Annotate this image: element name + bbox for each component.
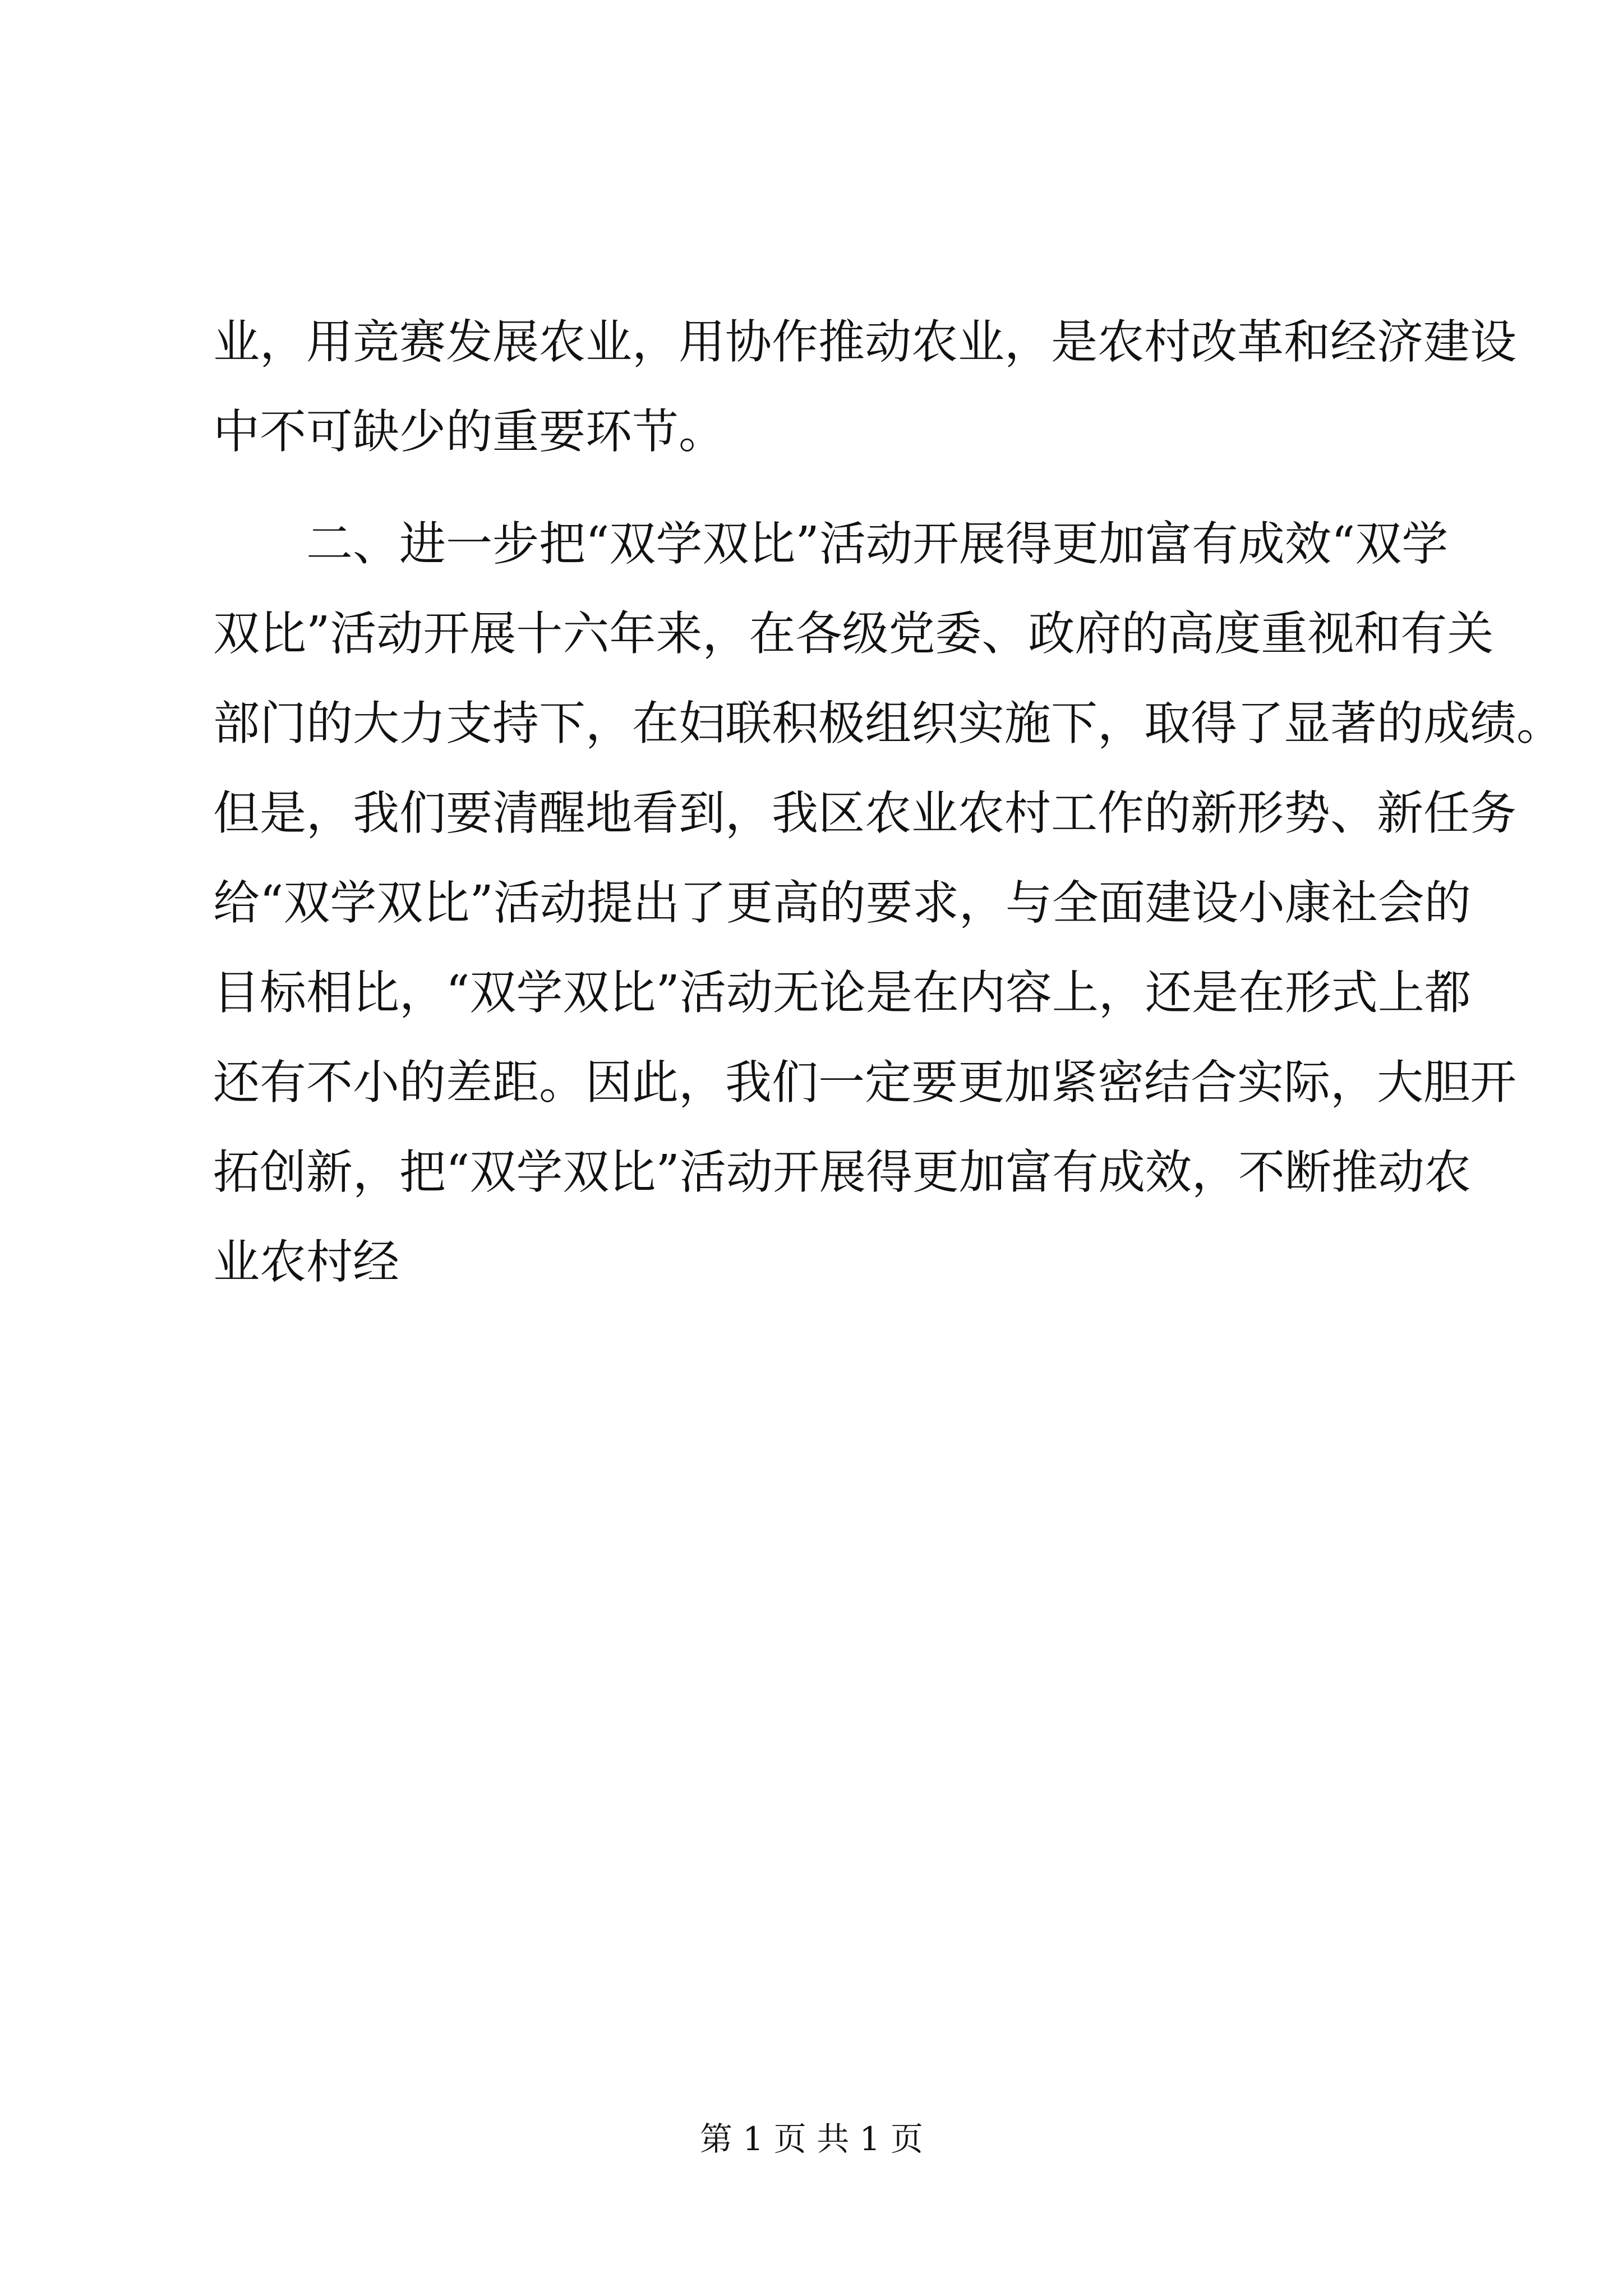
paragraph-2-line-8: 拓创新，把“双学双比”活动开展得更加富有成效，不断推动农 bbox=[213, 1145, 1471, 1199]
body-text bbox=[213, 297, 1563, 1307]
page-footer: 第 1 页 共 1 页 bbox=[700, 2120, 923, 2158]
paragraph-2-line-9: 业农村经 bbox=[213, 1235, 399, 1289]
paragraph-2-line-4: 但是，我们要清醒地看到，我区农业农村工作的新形势、新任务 bbox=[213, 786, 1516, 840]
paragraph-2-line-2: 双比”活动开展十六年来，在各级党委、政府的高度重视和有关 bbox=[213, 606, 1494, 661]
paragraph-gap bbox=[213, 477, 1424, 499]
paragraph-2-line-1: 二、进一步把“双学双比”活动开展得更加富有成效“双学 bbox=[213, 517, 1449, 571]
paragraph-2-line-7: 还有不小的差距。因此，我们一定要更加紧密结合实际，大胆开 bbox=[213, 1055, 1516, 1110]
paragraph-2-line-5: 给“双学双比”活动提出了更高的要求，与全面建设小康社会的 bbox=[213, 876, 1471, 930]
paragraph-2-line-3: 部门的大力支持下，在妇联积极组织实施下，取得了显著的成绩。 bbox=[213, 696, 1563, 751]
paragraph-2-line-6: 目标相比，“双学双比”活动无论是在内容上，还是在形式上都 bbox=[213, 965, 1471, 1020]
paragraph-1-line-1: 业，用竞赛发展农业，用协作推动农业，是农村改革和经济建设 bbox=[213, 315, 1516, 369]
paragraph-1-line-2: 中不可缺少的重要环节。 bbox=[213, 404, 725, 459]
